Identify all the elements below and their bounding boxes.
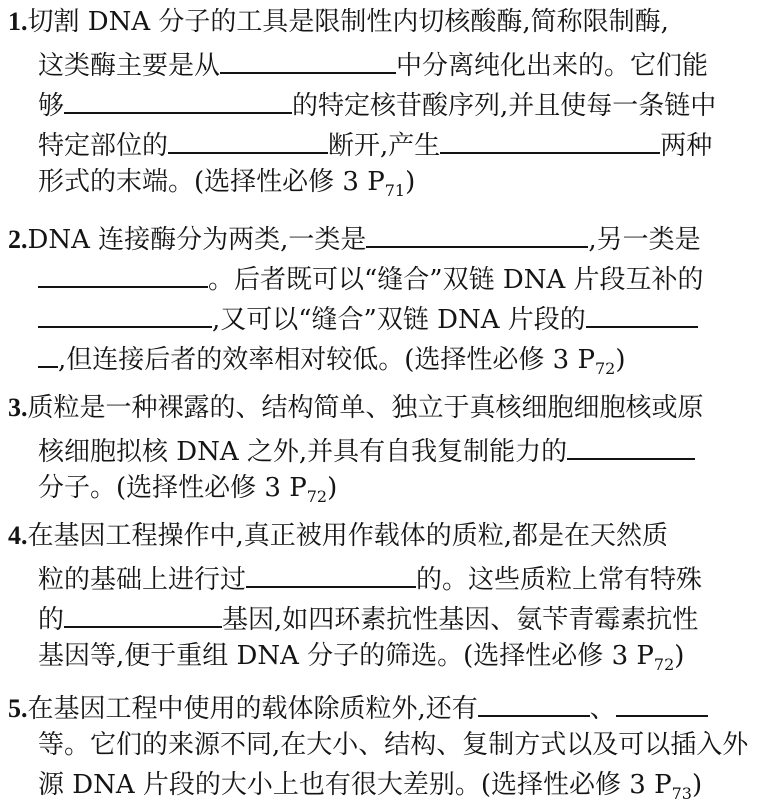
q3-text-3a: 分子。(选择性必修 3 P	[38, 473, 307, 503]
q4-line-3	[0, 596, 776, 636]
answer-blank[interactable]	[366, 216, 588, 248]
q5-line-3	[0, 765, 776, 805]
question-number: 2.	[8, 225, 28, 254]
answer-blank[interactable]	[567, 428, 695, 460]
question-3	[0, 388, 776, 508]
q5-text-2: 等。它们的来源不同,在大小、结构、复制方式以及可以插入外	[38, 730, 749, 760]
q5-text-3a: 源 DNA 片段的大小上也有很大差别。(选择性必修 3 P	[38, 770, 672, 800]
question-number: 3.	[8, 393, 28, 422]
q3-line-3	[0, 468, 776, 508]
answer-blank[interactable]	[64, 596, 222, 628]
q4-text-4b: )	[674, 641, 685, 671]
q4-line-4	[0, 636, 776, 676]
q1-text-2a: 这类酶主要是从	[38, 51, 221, 81]
q3-text-3b: )	[327, 473, 338, 503]
page-subscript: 72	[306, 487, 328, 507]
q2-line-4	[0, 336, 776, 379]
q2-text-4b: )	[615, 345, 626, 375]
q2-line-2	[0, 256, 776, 296]
question-number: 1.	[8, 7, 28, 36]
q3-line-2	[0, 428, 776, 468]
q1-line-2	[0, 42, 776, 82]
q2-line-3	[0, 296, 776, 336]
page-subscript: 71	[384, 181, 406, 201]
q1-text-5b: )	[405, 167, 416, 197]
answer-blank[interactable]	[38, 336, 58, 368]
q2-text-1a: DNA 连接酶分为两类,一类是	[27, 225, 367, 255]
q4-text-3a: 的	[38, 605, 65, 635]
q1-text-4a: 特定部位的	[38, 131, 169, 161]
answer-blank[interactable]	[586, 296, 698, 328]
q2-text-4a: ,但连接后者的效率相对较低。(选择性必修 3 P	[58, 345, 595, 375]
answer-blank[interactable]	[38, 296, 212, 328]
q1-line-3	[0, 82, 776, 122]
answer-blank[interactable]	[616, 685, 708, 717]
answer-blank[interactable]	[220, 42, 396, 74]
q3-text-1: 质粒是一种裸露的、结构简单、独立于真核细胞细胞核或原	[27, 393, 704, 423]
answer-blank[interactable]	[38, 256, 208, 288]
q5-text-3b: )	[691, 770, 703, 800]
question-number: 5.	[8, 694, 28, 723]
q4-text-2b: 的。这些质粒上常有特殊	[416, 565, 703, 595]
q4-line-1	[0, 516, 776, 556]
q1-text-2b: 中分离纯化出来的。它们能	[396, 51, 709, 81]
question-number: 4.	[8, 521, 28, 550]
q2-text-2: 。后者既可以“缝合”双链 DNA 片段互补的	[208, 265, 704, 295]
page-subscript: 72	[594, 359, 616, 379]
q5-text-1b: 、	[589, 694, 616, 724]
q3-line-1	[0, 388, 776, 428]
q1-text-4c: 两种	[660, 131, 713, 161]
q1-text-4b: 断开,产生	[328, 131, 441, 161]
q4-text-4a: 基因等,便于重组 DNA 分子的筛选。(选择性必修 3 P	[38, 641, 654, 671]
answer-blank[interactable]	[168, 122, 328, 154]
q1-line-1	[0, 2, 776, 42]
answer-blank[interactable]	[440, 122, 660, 154]
q4-text-1: 在基因工程操作中,真正被用作载体的质粒,都是在天然质	[27, 521, 669, 551]
q5-line-2	[0, 725, 776, 765]
q1-text-5a: 形式的末端。(选择性必修 3 P	[38, 167, 385, 197]
q4-line-2	[0, 556, 776, 596]
question-2	[0, 216, 776, 379]
q4-text-2a: 粒的基础上进行过	[38, 565, 247, 595]
q1-line-5	[0, 162, 776, 202]
page-subscript: 73	[671, 784, 692, 804]
q3-text-2: 核细胞拟核 DNA 之外,并具有自我复制能力的	[38, 437, 568, 467]
answer-blank[interactable]	[478, 685, 590, 717]
q5-text-1a: 在基因工程中使用的载体除质粒外,还有	[27, 694, 478, 724]
question-1	[0, 2, 776, 202]
q2-text-3: ,又可以“缝合”双链 DNA 片段的	[212, 305, 586, 335]
question-4	[0, 516, 776, 676]
q4-text-3b: 基因,如四环素抗性基因、氨苄青霉素抗性	[222, 605, 699, 635]
question-5	[0, 685, 776, 805]
answer-blank[interactable]	[246, 556, 416, 588]
q1-text-3b: 的特定核苷酸序列,并且使每一条链中	[292, 91, 717, 121]
q2-line-1	[0, 216, 776, 256]
q2-text-1b: ,另一类是	[588, 225, 701, 255]
page-subscript: 72	[653, 655, 675, 675]
q5-line-1	[0, 685, 776, 725]
answer-blank[interactable]	[64, 82, 292, 114]
q1-text-3a: 够	[38, 91, 65, 121]
q1-text-1: 切割 DNA 分子的工具是限制性内切核酸酶,简称限制酶,	[27, 7, 669, 37]
q1-line-4	[0, 122, 776, 162]
